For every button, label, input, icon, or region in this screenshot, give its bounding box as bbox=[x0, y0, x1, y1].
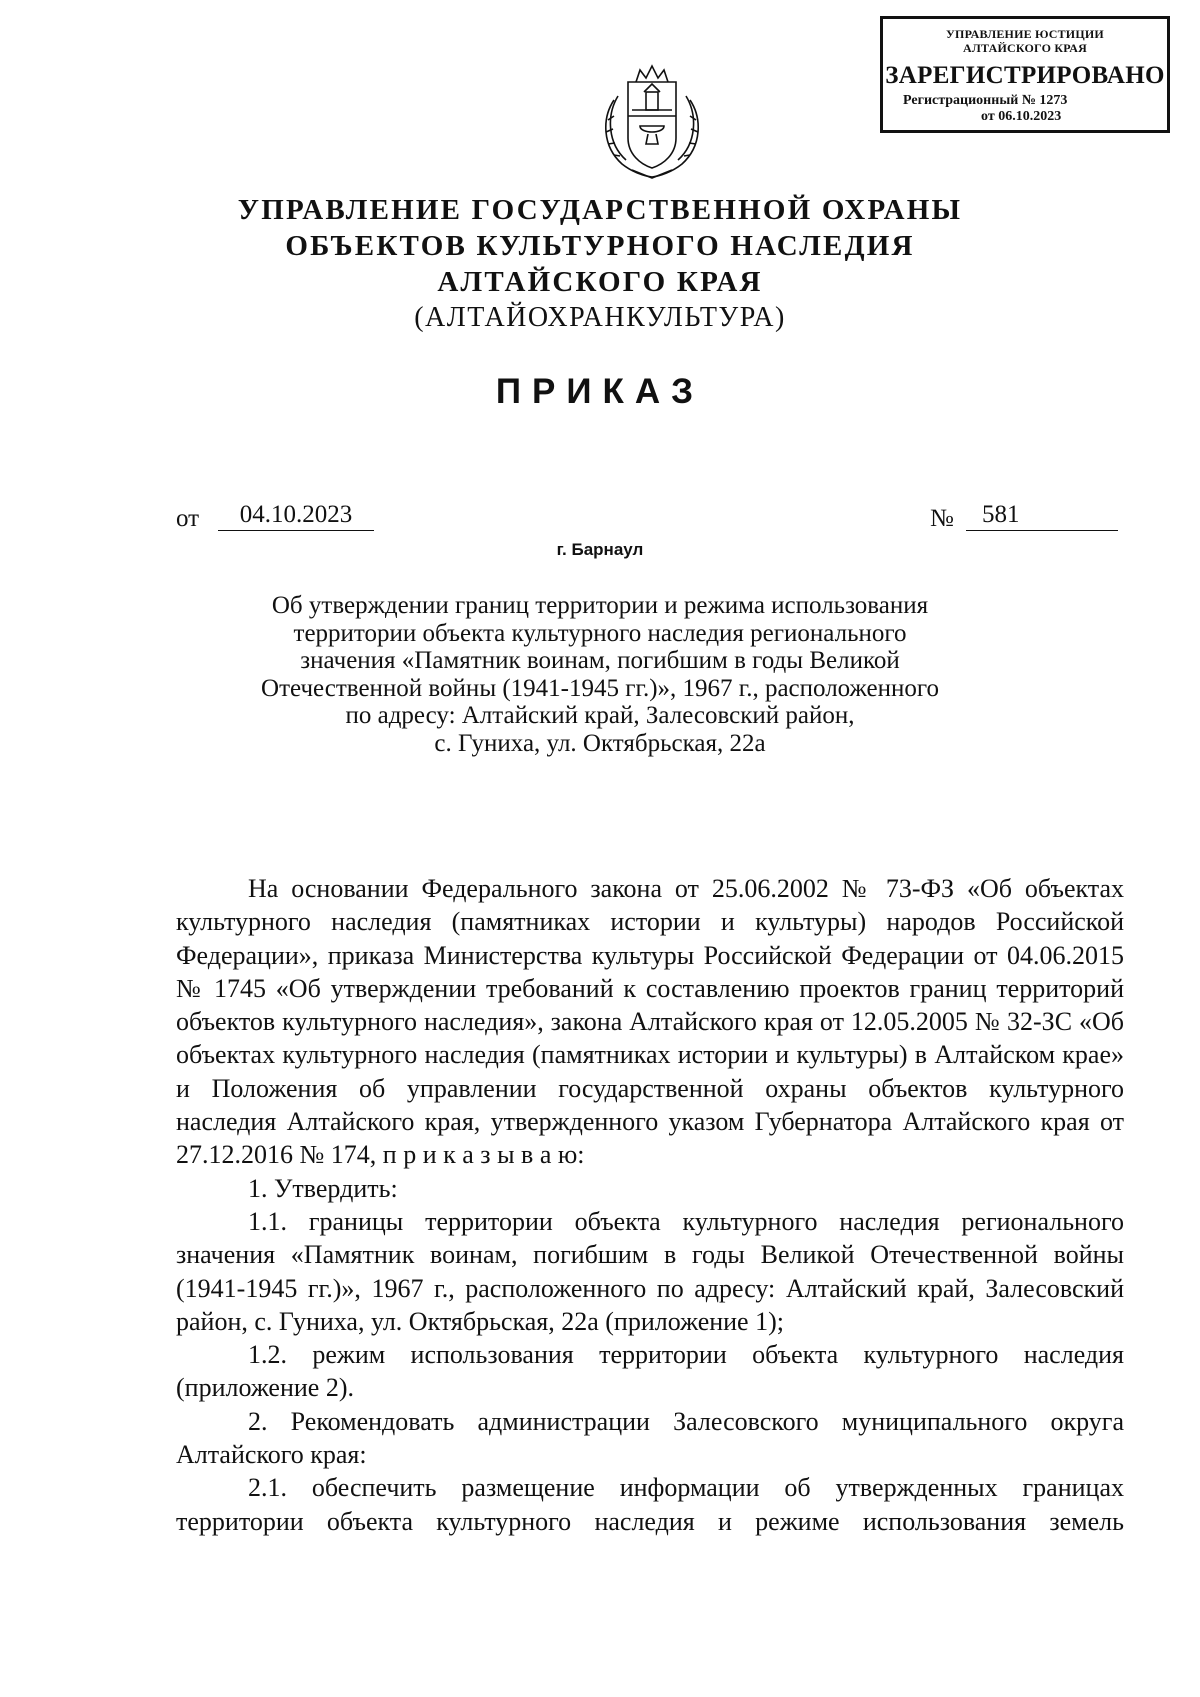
city: г. Барнаул bbox=[556, 540, 644, 559]
stamp-organization bbox=[883, 27, 1167, 55]
title-line: по адресу: Алтайский край, Залесовский район, bbox=[345, 702, 855, 729]
stamp-org-line-2: АЛТАЙСКОГО КРАЯ bbox=[963, 41, 1087, 55]
item-2-1: 2.1. обеспечить размещение информации об утвержденных границах территории объекта культурного наследия и режиме использования земель bbox=[176, 1473, 1124, 1536]
org-name-line-1: УПРАВЛЕНИЕ ГОСУДАРСТВЕННОЙ ОХРАНЫ bbox=[237, 194, 963, 226]
stamp-org-line-1: УПРАВЛЕНИЕ ЮСТИЦИИ bbox=[946, 27, 1104, 41]
title-line: Об утверждении границ территории и режима использования bbox=[271, 592, 929, 619]
item-1-1: 1.1. границы территории объекта культурного наследия регионального значения «Памятник воинам, погибшим в годы Великой Отечественной войны (1941-1945 гг.)», 1967 г., расположенного по адресу: Алтайский край, Залесовский район, с. Гуниха, ул. Октябрьская, 22а (приложение 1); bbox=[176, 1206, 1124, 1336]
registration-stamp bbox=[880, 16, 1170, 133]
stamp-registration-number: Регистрационный № 1273 bbox=[903, 93, 1068, 108]
org-abbreviation: (АЛТАЙОХРАНКУЛЬТУРА) bbox=[414, 302, 786, 333]
document-number: 581 bbox=[966, 500, 1118, 531]
order-body bbox=[176, 872, 1124, 1538]
number-prefix: № bbox=[930, 505, 954, 532]
order-title bbox=[200, 592, 1000, 757]
document-type: ПРИКАЗ bbox=[495, 372, 705, 411]
stamp-title: ЗАРЕГИСТРИРОВАНО bbox=[885, 62, 1165, 89]
item-1: 1. Утвердить: bbox=[248, 1173, 398, 1203]
organization-header bbox=[100, 192, 1100, 336]
item-1-2: 1.2. режим использования территории объекта культурного наследия (приложение 2). bbox=[176, 1340, 1124, 1403]
org-name-line-3: АЛТАЙСКОГО КРАЯ bbox=[437, 266, 763, 298]
document-date: 04.10.2023 bbox=[218, 500, 374, 531]
title-line: значения «Памятник воинам, погибшим в годы Великой bbox=[300, 647, 900, 674]
date-prefix: от bbox=[176, 505, 200, 532]
title-line: территории объекта культурного наследия регионального bbox=[293, 619, 907, 647]
title-line: с. Гуниха, ул. Октябрьская, 22а bbox=[434, 729, 766, 757]
org-name-line-2: ОБЪЕКТОВ КУЛЬТУРНОГО НАСЛЕДИЯ bbox=[285, 230, 915, 262]
altai-krai-coat-of-arms-icon bbox=[592, 60, 712, 185]
preamble-paragraph: На основании Федерального закона от 25.06.2002 № 73-ФЗ «Об объектах культурного наследия (памятниках истории и культуры) народов Российской Федерации», приказа Министерства культуры Российской Федерации от 04.06.2015 № 1745 «Об утверждении требований к составлению проектов границ территорий объектов культурного наследия», закона Алтайского края от 12.05.2005 № 32-ЗС «Об объектах культурного наследия (памятниках истории и культуры) в Алтайском крае» и Положения об управлении государственной охраны объектов культурного наследия Алтайского края, утвержденного указом Губернатора Алтайского края от 27.12.2016 № 174, п р и к а з ы в а ю: bbox=[176, 874, 1124, 1170]
title-line: Отечественной войны (1941-1945 гг.)», 1967 г., расположенного bbox=[261, 674, 939, 702]
stamp-registration-date: от 06.10.2023 bbox=[981, 109, 1062, 124]
item-2: 2. Рекомендовать администрации Залесовского муниципального округа Алтайского края: bbox=[176, 1406, 1124, 1470]
